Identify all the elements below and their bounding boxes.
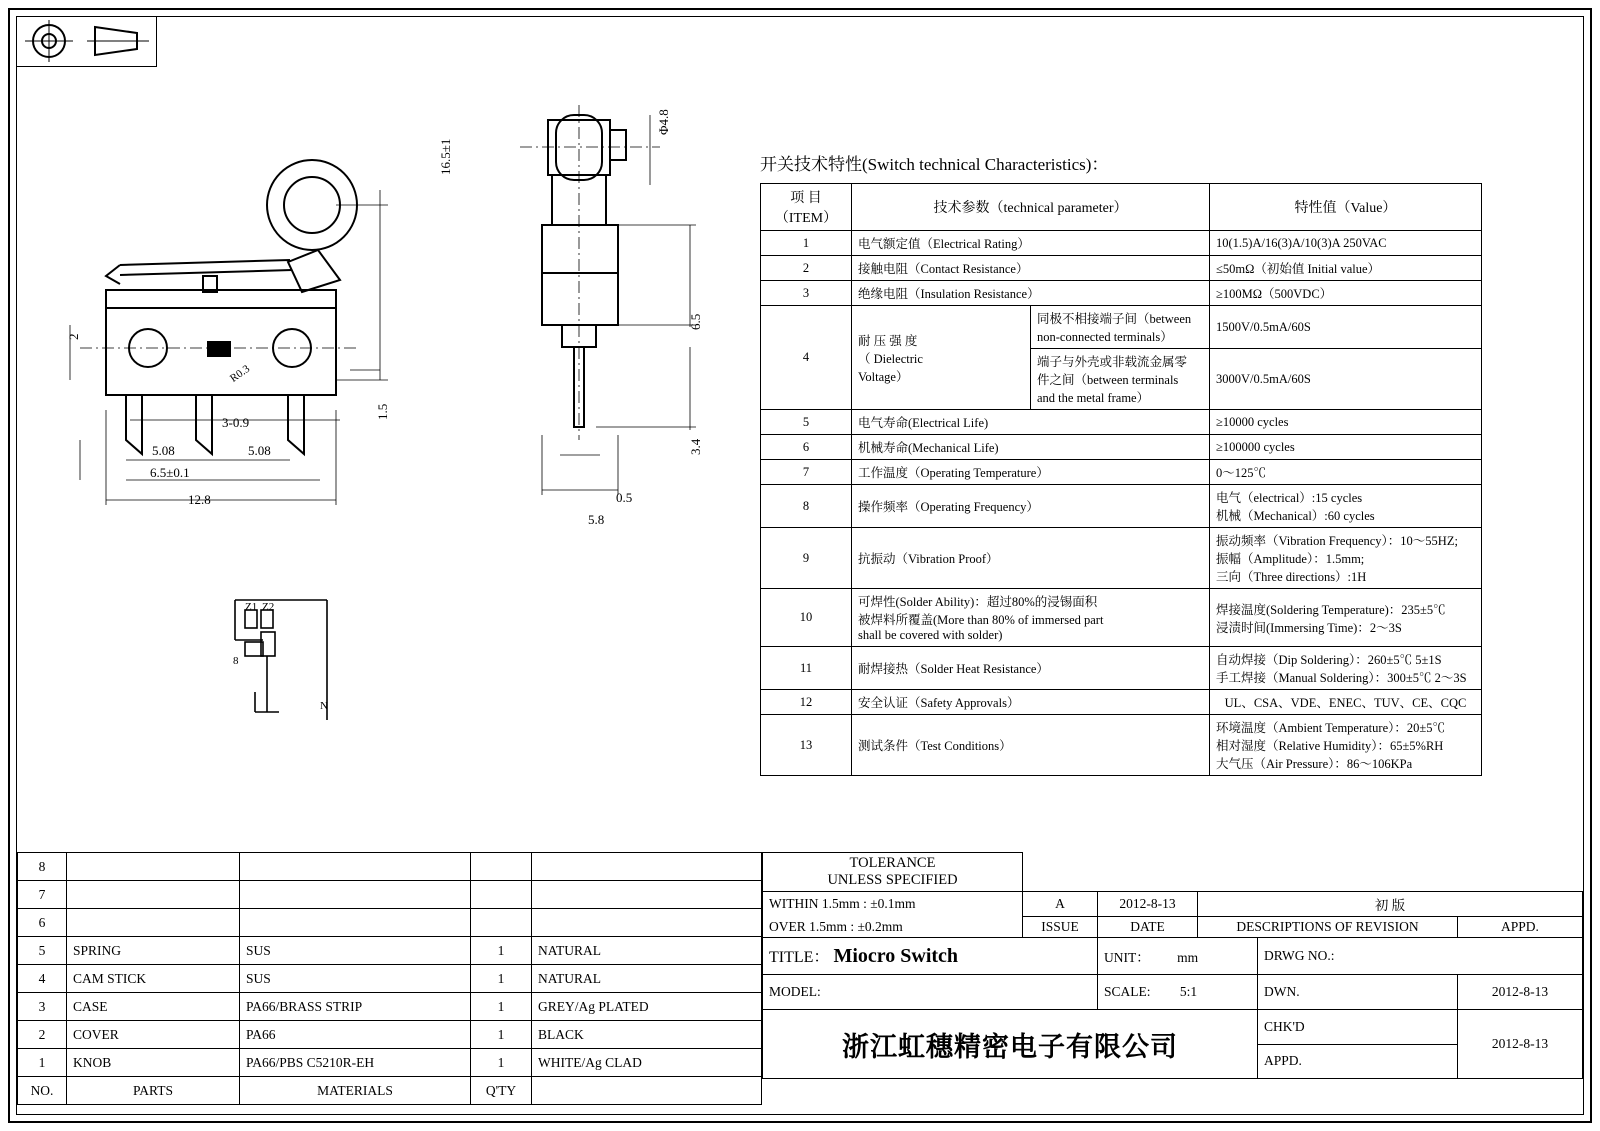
row-value: 3000V/0.5mA/60S: [1210, 349, 1482, 410]
table-header-row: [18, 1077, 762, 1105]
side-view-drawing: [500, 95, 750, 535]
bom-materials: PA66/BRASS STRIP: [240, 993, 471, 1021]
row-param: 电气寿命(Electrical Life): [852, 410, 1210, 435]
dim-3-4: 3.4: [688, 438, 703, 455]
dim-3-09: 3-0.9: [222, 415, 250, 430]
table-row: [761, 647, 1482, 690]
row-subparam: [1031, 306, 1210, 349]
row-param: 操作频率（Operating Frequency）: [852, 485, 1210, 528]
row-param: [852, 306, 1031, 410]
row-value-line3: 三向（Three directions）:1H: [1216, 570, 1367, 584]
bom-parts: SPRING: [67, 937, 240, 965]
first-angle-projection-icon: [17, 17, 155, 65]
row-param: 接触电阻（Contact Resistance）: [852, 256, 1210, 281]
tol-within: WITHIN 1.5mm : ±0.1mm: [763, 892, 1023, 917]
table-header-row: [761, 184, 1482, 231]
row-value: ≥100MΩ（500VDC）: [1210, 281, 1482, 306]
appd-date: 2012-8-13: [1458, 1010, 1583, 1079]
row-value-line2: 相对湿度（Relative Humidity）：65±5%RH: [1216, 739, 1444, 753]
bom-no: 5: [18, 937, 67, 965]
descriptions-label: DESCRIPTIONS OF REVISION: [1198, 917, 1458, 938]
bom-qty: 1: [471, 993, 532, 1021]
bom-remark: [532, 881, 762, 909]
bom-no: 4: [18, 965, 67, 993]
row-value-line1: 环境温度（Ambient Temperature）：20±5℃: [1216, 721, 1445, 735]
bom-parts: CASE: [67, 993, 240, 1021]
bill-of-materials-table: [17, 852, 762, 1105]
bom-parts: KNOB: [67, 1049, 240, 1077]
circuit-label-z2: Z2: [262, 601, 275, 613]
chkd-label: CHK'D: [1258, 1010, 1458, 1045]
row-value: [1210, 715, 1482, 776]
row-value: ≤50mΩ（初始值 Initial value）: [1210, 256, 1482, 281]
row-value: 1500V/0.5mA/60S: [1210, 306, 1482, 349]
dwn-label: DWN.: [1258, 975, 1458, 1010]
row-subparam-line2: non-connected terminals）: [1037, 330, 1173, 344]
header-item-line2: （ITEM）: [774, 211, 838, 226]
row-param: [852, 589, 1210, 647]
row-value-line2: 浸渍时间(Immersing Time)：2～3S: [1216, 620, 1402, 635]
row-no: 4: [761, 306, 852, 410]
row-param-line3: shall be covered with solder): [858, 628, 1003, 642]
bom-no: 7: [18, 881, 67, 909]
characteristics-title: 开关技术特性(Switch technical Characteristics)：: [760, 155, 1109, 174]
scale-cell: [1098, 975, 1258, 1010]
bom-materials: SUS: [240, 965, 471, 993]
table-row: [18, 993, 762, 1021]
bom-no: 8: [18, 853, 67, 881]
row-no: 13: [761, 715, 852, 776]
title-row: [763, 938, 1583, 975]
bom-header-no: NO.: [18, 1077, 67, 1105]
dim-dia-4-8: Φ4.8: [656, 109, 671, 135]
bom-materials: [240, 909, 471, 937]
table-row: [761, 281, 1482, 306]
row-value: 10(1.5)A/16(3)A/10(3)A 250VAC: [1210, 231, 1482, 256]
bom-remark: [532, 853, 762, 881]
tol-over: OVER 1.5mm : ±0.2mm: [763, 917, 1023, 938]
table-row: [761, 589, 1482, 647]
tolerance-heading: [763, 853, 1023, 892]
scale-value: 5:1: [1179, 984, 1198, 999]
bom-remark: NATURAL: [532, 965, 762, 993]
row-value: [1210, 485, 1482, 528]
table-row: [18, 965, 762, 993]
table-row: [761, 690, 1482, 715]
table-row: [761, 528, 1482, 589]
bom-parts: [67, 853, 240, 881]
table-row: [761, 231, 1482, 256]
table-row: [761, 306, 1482, 349]
bom-header-parts: PARTS: [67, 1077, 240, 1105]
row-no: 11: [761, 647, 852, 690]
switch-characteristics-block: [760, 150, 1482, 776]
row-param-line1: 耐 压 强 度: [858, 333, 918, 348]
bom-qty: [471, 881, 532, 909]
title-block: [762, 852, 1582, 1114]
row-param: 机械寿命(Mechanical Life): [852, 435, 1210, 460]
row-param: 抗振动（Vibration Proof）: [852, 528, 1210, 589]
tolerance-head-row: [763, 853, 1583, 892]
row-value-line2: 振幅（Amplitude）：1.5mm;: [1216, 552, 1365, 566]
row-value: [1210, 528, 1482, 589]
header-item-line1: 项 目: [790, 191, 822, 206]
projection-symbol-box: [17, 17, 157, 67]
row-value: UL、CSA、VDE、ENEC、TUV、CE、CQC: [1210, 690, 1482, 715]
header-parameter: 技术参数（technical parameter）: [852, 184, 1210, 231]
rev-desc-value: 初 版: [1198, 892, 1583, 917]
table-row: [761, 485, 1482, 528]
unit-value: mm: [1177, 950, 1199, 965]
bom-header-remark: [532, 1077, 762, 1105]
unit-label: UNIT：: [1104, 950, 1150, 965]
bom-materials: PA66: [240, 1021, 471, 1049]
bom-no: 2: [18, 1021, 67, 1049]
bom-materials: PA66/PBS C5210R-EH: [240, 1049, 471, 1077]
row-value-line1: 焊接温度(Soldering Temperature)：235±5℃: [1216, 602, 1446, 617]
bom-qty: 1: [471, 1021, 532, 1049]
row-value: [1210, 589, 1482, 647]
title-label: TITLE：: [769, 949, 830, 966]
row-no: 10: [761, 589, 852, 647]
table-row: [18, 909, 762, 937]
bom-header-materials: MATERIALS: [240, 1077, 471, 1105]
row-no: 1: [761, 231, 852, 256]
row-param-line2: （ Dielectric: [858, 351, 923, 366]
row-param: 测试条件（Test Conditions）: [852, 715, 1210, 776]
tolerance-line1: TOLERANCE: [849, 855, 936, 871]
dim-6-5: 6.5±0.1: [150, 465, 190, 480]
issue-label: ISSUE: [1023, 917, 1098, 938]
table-row: [761, 460, 1482, 485]
unit-cell: [1098, 938, 1258, 975]
appd-label: APPD.: [1458, 917, 1583, 938]
circuit-label-8: 8: [233, 655, 239, 667]
row-param: 工作温度（Operating Temperature）: [852, 460, 1210, 485]
bom-remark: GREY/Ag PLATED: [532, 993, 762, 1021]
row-no: 6: [761, 435, 852, 460]
company-row-1: [763, 1010, 1583, 1045]
bom-materials: [240, 853, 471, 881]
dim-0-5: 0.5: [616, 490, 633, 505]
bom-remark: WHITE/Ag CLAD: [532, 1049, 762, 1077]
row-param: 电气额定值（Electrical Rating）: [852, 231, 1210, 256]
date-label: DATE: [1098, 917, 1198, 938]
row-no: 7: [761, 460, 852, 485]
row-no: 9: [761, 528, 852, 589]
title-block-table: [762, 852, 1583, 1079]
bom-parts: CAM STICK: [67, 965, 240, 993]
row-value: 0～125℃: [1210, 460, 1482, 485]
dim-5-8: 5.8: [588, 512, 605, 527]
table-row: [761, 435, 1482, 460]
row-value-line2: 机械（Mechanical）:60 cycles: [1216, 509, 1375, 523]
bom-no: 6: [18, 909, 67, 937]
row-value-line3: 大气压（Air Pressure）：86～106KPa: [1216, 757, 1413, 771]
table-row: [761, 715, 1482, 776]
drwg-no-cell: DRWG NO.:: [1258, 938, 1583, 975]
bom-parts: COVER: [67, 1021, 240, 1049]
header-item: [761, 184, 852, 231]
row-param: 耐焊接热（Solder Heat Resistance）: [852, 647, 1210, 690]
bom-no: 3: [18, 993, 67, 1021]
row-value-line1: 振动频率（Vibration Frequency）：10～55HZ;: [1216, 534, 1458, 548]
row-param: 安全认证（Safety Approvals）: [852, 690, 1210, 715]
bom-no: 1: [18, 1049, 67, 1077]
row-value-line1: 自动焊接（Dip Soldering）：260±5℃ 5±1S: [1216, 653, 1442, 667]
row-value: [1210, 647, 1482, 690]
row-param-line1: 可焊性(Solder Ability)：超过80%的浸锡面积: [858, 595, 1098, 609]
rev-date-value: 2012-8-13: [1098, 892, 1198, 917]
model-row: [763, 975, 1583, 1010]
row-param-line3: Voltage）: [858, 369, 909, 384]
title-value: Miocro Switch: [833, 945, 959, 967]
row-subparam-line2: 件之间（between terminals: [1037, 373, 1179, 387]
header-value: 特性值（Value）: [1210, 184, 1482, 231]
dim-1-5: 1.5: [375, 403, 390, 420]
circuit-diagram: [215, 580, 375, 740]
bom-parts: [67, 881, 240, 909]
dim-5-08-b: 5.08: [248, 443, 271, 458]
table-row: [18, 853, 762, 881]
row-subparam-line3: and the metal frame）: [1037, 391, 1150, 405]
row-value-line2: 手工焊接（Manual Soldering）：300±5℃ 2～3S: [1216, 671, 1467, 685]
dim-6-5-side: 6.5: [688, 313, 703, 330]
bom-materials: [240, 881, 471, 909]
appd-label-2: APPD.: [1258, 1044, 1458, 1079]
dim-5-08-a: 5.08: [152, 443, 175, 458]
rev-issue-value: A: [1023, 892, 1098, 917]
row-value: ≥10000 cycles: [1210, 410, 1482, 435]
revision-header-row: [763, 917, 1583, 938]
dim-2: 2: [66, 333, 81, 340]
row-param-line2: 被焊料所覆盖(More than 80% of immersed part: [858, 613, 1104, 627]
bom-parts: [67, 909, 240, 937]
table-row: [761, 410, 1482, 435]
row-no: 3: [761, 281, 852, 306]
table-row: [18, 937, 762, 965]
row-no: 8: [761, 485, 852, 528]
table-row: [18, 881, 762, 909]
row-no: 5: [761, 410, 852, 435]
dim-16-5: 16.5±1: [438, 138, 453, 175]
row-subparam-line1: 同极不相接端子间（between: [1037, 312, 1192, 326]
circuit-label-z1: Z1: [245, 601, 258, 613]
dwn-date: 2012-8-13: [1458, 975, 1583, 1010]
row-no: 2: [761, 256, 852, 281]
bom-remark: NATURAL: [532, 937, 762, 965]
characteristics-table: [760, 183, 1482, 776]
table-row: [18, 1049, 762, 1077]
tolerance-line2: UNLESS SPECIFIED: [827, 872, 958, 888]
circuit-label-n: N: [320, 700, 328, 712]
bom-qty: [471, 853, 532, 881]
bom-qty: 1: [471, 965, 532, 993]
dim-r03: R0.3: [228, 362, 253, 385]
bom-materials: SUS: [240, 937, 471, 965]
dim-12-8: 12.8: [188, 492, 211, 507]
row-value: ≥100000 cycles: [1210, 435, 1482, 460]
row-value-line1: 电气（electrical）:15 cycles: [1216, 491, 1363, 505]
row-param: 绝缘电阻（Insulation Resistance）: [852, 281, 1210, 306]
table-row: [761, 256, 1482, 281]
tolerance-rev-row: [763, 892, 1583, 917]
bom-remark: [532, 909, 762, 937]
row-subparam: [1031, 349, 1210, 410]
bom-qty: 1: [471, 1049, 532, 1077]
scale-label: SCALE:: [1104, 984, 1151, 999]
model-cell: MODEL:: [763, 975, 1098, 1010]
row-subparam-line1: 端子与外壳或非载流金属零: [1037, 355, 1188, 369]
bom-header-qty: Q'TY: [471, 1077, 532, 1105]
bom-remark: BLACK: [532, 1021, 762, 1049]
row-no: 12: [761, 690, 852, 715]
bom-qty: 1: [471, 937, 532, 965]
title-cell: [763, 938, 1098, 975]
company-name: 浙江虹穗精密电子有限公司: [763, 1010, 1258, 1079]
table-row: [18, 1021, 762, 1049]
bom-qty: [471, 909, 532, 937]
